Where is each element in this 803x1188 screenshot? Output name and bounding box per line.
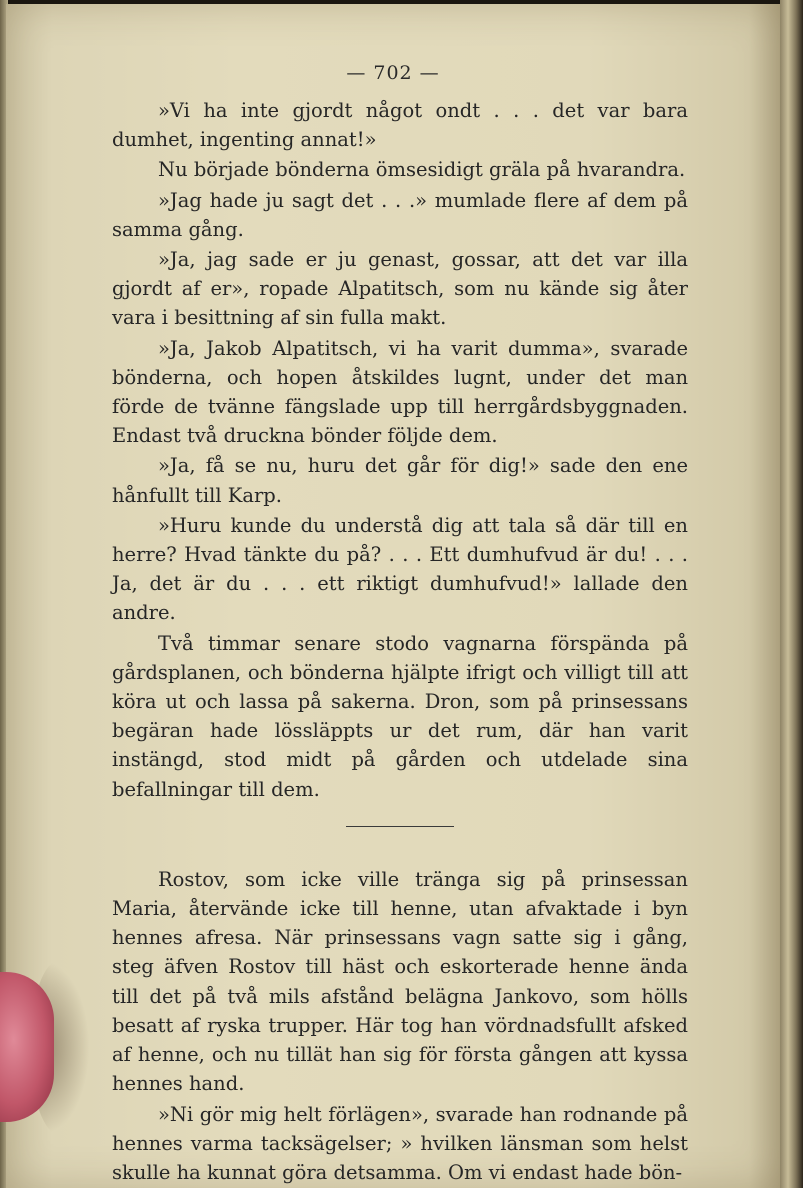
paragraph: Två timmar senare stodo vagnarna förspända på gårdsplanen, och bönderna hjälpte ifrigt och villigt till att köra ut och lassa på sakerna. Dron, som på prinsessans begäran hade lössläppts ur det rum, där han varit instängd, stod midt på gården och utdelade sina befallningar till dem. — [112, 631, 688, 801]
paragraph: »Ni gör mig helt förlägen», svarade han rodnande på hennes varma tacksägelser; » hvilken länsman som helst skulle ha kunnat göra detsamma. Om vi endast hade bön- — [112, 1102, 688, 1184]
paragraph: »Ja, Jakob Alpatitsch, vi ha varit dumma», svarade bönderna, och hopen åtskildes lugnt, under det man förde de tvänne fängslade upp till herrgårdsbyggnaden. Endast två druckna bönder följde dem. — [112, 336, 688, 448]
paragraph: »Jag hade ju sagt det . . .» mumlade flere af dem på samma gång. — [112, 188, 688, 241]
page-edge — [780, 0, 803, 1188]
section-divider — [346, 826, 454, 827]
paragraph: Rostov, som icke ville tränga sig på prinsessan Maria, återvände icke till henne, utan afvaktade i byn hennes afresa. När prinsessans vagn satte sig i gång, steg äfven Rostov till häst och eskorterade henne ända till det på två mils afstånd belägna Jankovo, som hölls besatt af ryska trupper. Här tog han vördnadsfullt afsked af henne, och nu tillät han sig för första gången att kyssa hennes hand. — [112, 867, 688, 1096]
thumb-holding-page — [0, 972, 54, 1122]
paragraph: »Ja, få se nu, huru det går för dig!» sade den ene hånfullt till Karp. — [112, 454, 688, 507]
body-text — [112, 96, 688, 1188]
page-number: — 702 — — [346, 62, 440, 84]
paragraph: Nu började bönderna ömsesidigt gräla på hvarandra. — [158, 158, 686, 182]
paragraph: »Vi ha inte gjordt något ondt . . . det var bara dumhet, ingenting annat!» — [112, 99, 688, 152]
paragraph: »Huru kunde du understå dig att tala så där till en herre? Hvad tänkte du på? . . . Ett dumhufvud är du! . . . Ja, det är du . . . ett riktigt dumhufvud!» lallade den andre. — [112, 513, 688, 625]
paragraph: »Ja, jag sade er ju genast, gossar, att det var illa gjordt af er», ropade Alpatitsch, som nu kände sig åter vara i besittning af sin fulla makt. — [112, 248, 688, 330]
